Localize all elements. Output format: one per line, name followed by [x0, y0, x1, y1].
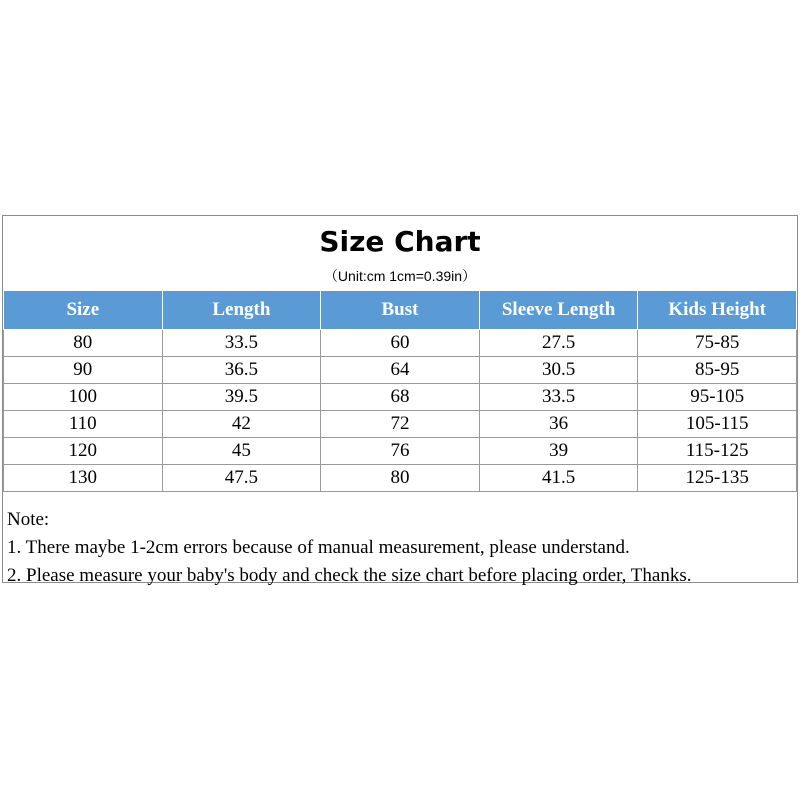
notes-heading: Note: — [7, 509, 50, 530]
note-item: 1. There maybe 1-2cm errors because of manual measurement, please understand. — [7, 537, 630, 558]
table-row — [4, 411, 797, 438]
size-table — [3, 290, 797, 492]
cell-size: 120 — [4, 438, 163, 465]
cell-kids-height: 75-85 — [638, 330, 797, 357]
header-size: Size — [4, 291, 163, 330]
cell-length: 39.5 — [162, 384, 321, 411]
cell-length: 42 — [162, 411, 321, 438]
cell-sleeve-length: 41.5 — [479, 465, 638, 492]
cell-kids-height: 125-135 — [638, 465, 797, 492]
table-row — [4, 438, 797, 465]
cell-size: 90 — [4, 357, 163, 384]
cell-length: 47.5 — [162, 465, 321, 492]
cell-length: 45 — [162, 438, 321, 465]
cell-bust: 80 — [321, 465, 480, 492]
unit-subtitle: （Unit:cm 1cm=0.39in） — [323, 268, 477, 284]
cell-bust: 76 — [321, 438, 480, 465]
cell-kids-height: 105-115 — [638, 411, 797, 438]
table-row — [4, 357, 797, 384]
cell-length: 36.5 — [162, 357, 321, 384]
header-length: Length — [162, 291, 321, 330]
cell-sleeve-length: 30.5 — [479, 357, 638, 384]
cell-bust: 72 — [321, 411, 480, 438]
cell-kids-height: 115-125 — [638, 438, 797, 465]
table-row — [4, 465, 797, 492]
cell-sleeve-length: 27.5 — [479, 330, 638, 357]
cell-size: 80 — [4, 330, 163, 357]
cell-bust: 64 — [321, 357, 480, 384]
cell-kids-height: 95-105 — [638, 384, 797, 411]
table-row — [4, 330, 797, 357]
chart-title: Size Chart — [319, 225, 481, 258]
size-chart-panel — [2, 215, 798, 586]
cell-size: 100 — [4, 384, 163, 411]
cell-sleeve-length: 39 — [479, 438, 638, 465]
cell-bust: 68 — [321, 384, 480, 411]
note-item: 2. Please measure your baby's body and check the size chart before placing order, Thanks. — [7, 565, 692, 586]
notes-section — [7, 506, 691, 590]
header-kids-height: Kids Height — [638, 291, 797, 330]
table-row — [4, 384, 797, 411]
cell-size: 130 — [4, 465, 163, 492]
header-bust: Bust — [321, 291, 480, 330]
header-sleeve-length: Sleeve Length — [479, 291, 638, 330]
cell-sleeve-length: 36 — [479, 411, 638, 438]
cell-kids-height: 85-95 — [638, 357, 797, 384]
header-row — [4, 291, 797, 330]
cell-bust: 60 — [321, 330, 480, 357]
cell-size: 110 — [4, 411, 163, 438]
cell-sleeve-length: 33.5 — [479, 384, 638, 411]
cell-length: 33.5 — [162, 330, 321, 357]
